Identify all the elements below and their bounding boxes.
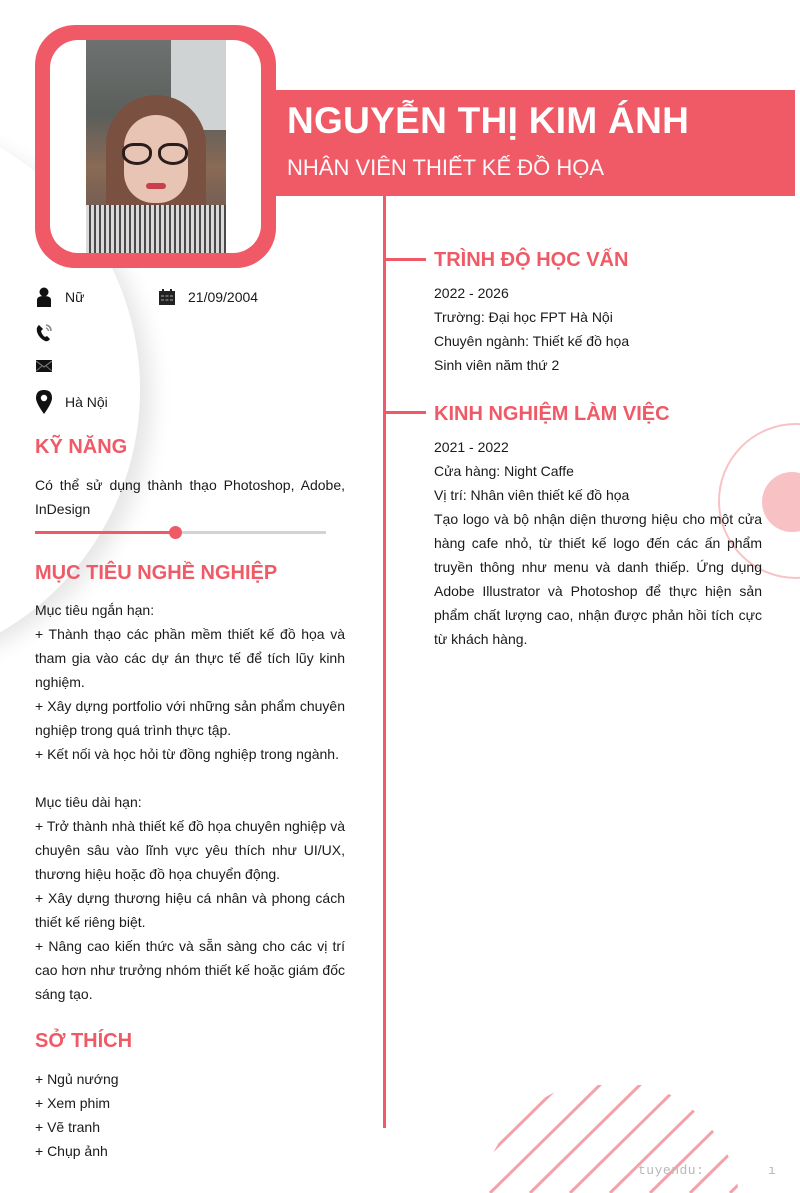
experience-details xyxy=(434,435,762,651)
hobbies-heading: SỞ THÍCH xyxy=(35,1030,133,1052)
hobby-item: + Chụp ảnh xyxy=(35,1143,108,1159)
calendar-icon xyxy=(158,286,176,308)
experience-period: 2021 - 2022 xyxy=(434,439,509,455)
map-pin-icon xyxy=(35,391,53,413)
objective-short-term xyxy=(35,598,345,766)
short-term-label: Mục tiêu ngắn hạn: xyxy=(35,602,155,618)
hobbies-list xyxy=(35,1067,335,1163)
long-term-item: + Trở thành nhà thiết kế đồ họa chuyên nghiệp và chuyên sâu vào lĩnh vực yêu thích như UI/UX, thương hiệu hoặc đồ họa chuyển động. xyxy=(35,818,345,882)
header-band xyxy=(270,90,795,196)
contact-address xyxy=(35,391,108,413)
education-school: Trường: Đại học FPT Hà Nội xyxy=(434,309,613,325)
education-major: Chuyên ngành: Thiết kế đồ họa xyxy=(434,333,630,349)
short-term-item: + Thành thạo các phần mềm thiết kế đồ họa và tham gia vào các dự án thực tế để tích lũy kinh nghiệm. xyxy=(35,626,345,690)
objective-heading: MỤC TIÊU NGHỀ NGHIỆP xyxy=(35,562,278,584)
phone-icon xyxy=(35,322,53,344)
education-details xyxy=(434,281,764,377)
long-term-item: + Nâng cao kiến thức và sẵn sàng cho các vị trí cao hơn như trưởng nhóm thiết kế hoặc giám đốc sáng tạo. xyxy=(35,938,345,1002)
experience-position: Vị trí: Nhân viên thiết kế đồ họa xyxy=(434,487,630,503)
photo-frame xyxy=(35,25,276,268)
envelope-icon xyxy=(35,355,53,377)
job-title: NHÂN VIÊN THIẾT KẾ ĐỒ HỌA xyxy=(287,155,605,180)
long-term-label: Mục tiêu dài hạn: xyxy=(35,794,142,810)
contact-birthday xyxy=(158,286,258,308)
contact-gender xyxy=(35,286,84,308)
education-period: 2022 - 2026 xyxy=(434,285,509,301)
gender-value: Nữ xyxy=(65,289,85,305)
experience-heading: KINH NGHIỆM LÀM VIỆC xyxy=(434,403,670,425)
profile-photo xyxy=(86,40,226,253)
contact-phone[interactable] xyxy=(35,322,65,344)
timeline-line xyxy=(383,196,386,1128)
hobby-item: + Ngủ nướng xyxy=(35,1071,119,1087)
watermark: tuyendu: xyxy=(638,1163,705,1178)
short-term-item: + Kết nối và học hỏi từ đồng nghiệp trong ngành. xyxy=(35,746,339,762)
watermark-end: ı xyxy=(768,1163,776,1178)
education-year: Sinh viên năm thứ 2 xyxy=(434,357,560,373)
address-value: Hà Nội xyxy=(65,394,108,410)
skills-text: Có thể sử dụng thành thạo Photoshop, Adobe, InDesign xyxy=(35,477,345,517)
skill-level-fill xyxy=(35,531,175,534)
education-heading: TRÌNH ĐỘ HỌC VẤN xyxy=(434,249,629,271)
birthday-value: 21/09/2004 xyxy=(188,289,259,305)
skill-level-knob xyxy=(169,526,182,539)
skills-heading: KỸ NĂNG xyxy=(35,436,128,458)
long-term-item: + Xây dựng thương hiệu cá nhân và phong cách thiết kế riêng biệt. xyxy=(35,890,345,930)
experience-company: Cửa hàng: Night Caffe xyxy=(434,463,574,479)
hobby-item: + Xem phim xyxy=(35,1095,111,1111)
short-term-item: + Xây dựng portfolio với những sản phẩm chuyên nghiệp trong quá trình thực tập. xyxy=(35,698,345,738)
skill-level-bar xyxy=(35,531,326,534)
timeline-tick-education xyxy=(386,258,426,261)
timeline-tick-experience xyxy=(386,411,426,414)
objective-long-term xyxy=(35,790,345,1006)
experience-description: Tạo logo và bộ nhận diện thương hiệu cho một cửa hàng cafe nhỏ, từ thiết kế logo đến các ấn phẩm truyền thông như menu và danh thiếp. Ứng dụng Adobe Illustrator và Photoshop để thực hiện sản phẩm chất lượng cao, nhận được phản hồi tích cực từ khách hàng. xyxy=(434,511,762,647)
person-icon xyxy=(35,286,53,308)
decorative-stripes xyxy=(470,1085,800,1193)
contact-email[interactable] xyxy=(35,355,65,377)
hobby-item: + Vẽ tranh xyxy=(35,1119,100,1135)
candidate-name: NGUYỄN THỊ KIM ÁNH xyxy=(287,100,690,141)
